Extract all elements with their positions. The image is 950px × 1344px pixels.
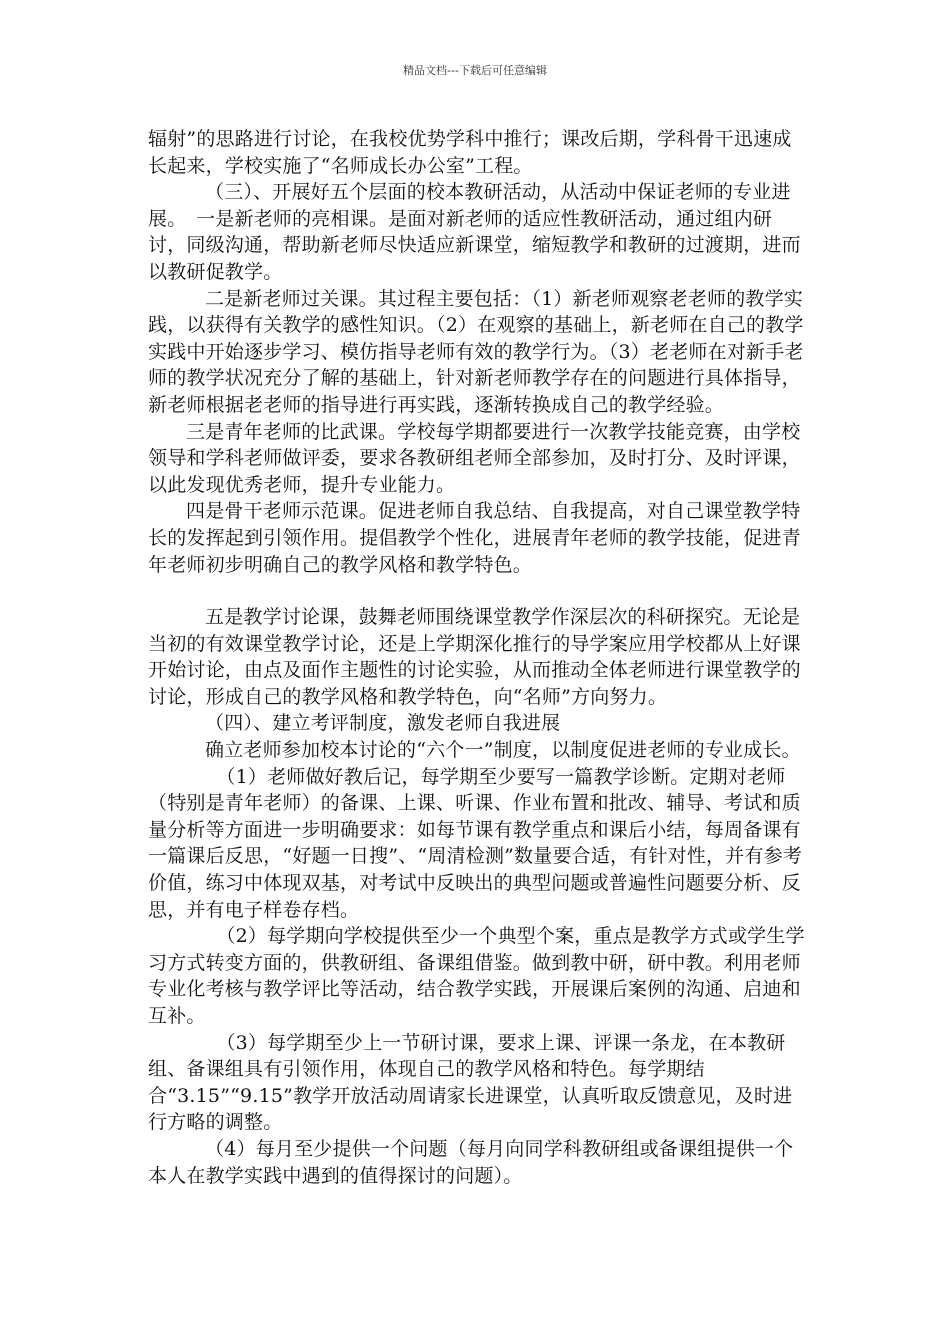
- paragraph-11: （3）每学期至少上一节研讨课，要求上课、评课一条龙，在本教研组、备课组具有引领作用，体现自己的教学风格和特色。每学期结合“3.15”“9.15”教学开放活动周请家长进课堂，认真听取反馈意见，及时进行方略的调整。: [148, 1031, 793, 1134]
- document-body: [148, 126, 810, 1189]
- paragraph-1: 辐射”的思路进行讨论，在我校优势学科中推行；课改后期，学科骨干迅速成长起来，学校实施了“名师成长办公室”工程。: [148, 128, 792, 177]
- paragraph-2: （三）、开展好五个层面的校本教研活动，从活动中保证老师的专业进展。 一是新老师的亮相课。是面对新老师的适应性教研活动，通过组内研讨，同级沟通，帮助新老师尽快适应新课堂，缩短教学和教研的过渡期，进而以教研促教学。: [148, 181, 801, 283]
- paragraph-9: （1）老师做好教后记，每学期至少要写一篇教学诊断。定期对老师（特别是青年老师）的备课、上课、听课、作业布置和批改、辅导、考试和质量分析等方面进一步明确要求：如每节课有教学重点和课后小结，每周备课有一篇课后反思，“好题一日搜”、“周清检测”数量要合适，有针对性，并有参考价值，练习中体现双基，对考试中反映出的典型问题或普遍性问题要分析、反思，并有电子样卷存档。: [148, 765, 803, 921]
- blank-line: [148, 578, 810, 604]
- paragraph-6: 五是教学讨论课，鼓舞老师围绕课堂教学作深层次的科研探究。无论是当初的有效课堂教学讨论，还是上学期深化推行的导学案应用学校都从上好课开始讨论，由点及面作主题性的讨论实验，从而推动全体老师进行课堂教学的讨论，形成自己的教学风格和教学特色，向“名师”方向努力。: [148, 606, 801, 708]
- paragraph-7: （四）、建立考评制度，激发老师自我进展: [205, 712, 561, 735]
- paragraph-3: 二是新老师过关课。其过程主要包括：（1）新老师观察老老师的教学实践，以获得有关教学的感性知识。（2）在观察的基础上，新老师在自己的教学实践中开始逐步学习、模仿指导老师有效的教学行为。（3）老老师在对新手老师的教学状况充分了解的基础上，针对新老师教学存在的问题进行具体指导，新老师根据老老师的指导进行再实践，逐渐转换成自己的教学经验。: [148, 287, 804, 416]
- paragraph-12: （4）每月至少提供一个问题（每月向同学科教研组或备课组提供一个本人在教学实践中遇到的值得探讨的问题）。: [148, 1137, 794, 1187]
- paragraph-4: 三是青年老师的比武课。学校每学期都要进行一次教学技能竞赛，由学校领导和学科老师做评委，要求各教研组老师全部参加，及时打分、及时评课，以此发现优秀老师，提升专业能力。: [148, 420, 801, 496]
- paragraph-8: 确立老师参加校本讨论的“六个一”制度，以制度促进老师的专业成长。: [205, 739, 801, 762]
- paragraph-5: 四是骨干老师示范课。促进老师自我总结、自我提高，对自己课堂教学特长的发挥起到引领作用。提倡教学个性化，进展青年老师的教学技能，促进青年老师初步明确自己的教学风格和教学特色。: [148, 500, 801, 576]
- page-header: 精品文档---下载后可任意编辑: [403, 64, 547, 77]
- paragraph-10: （2）每学期向学校提供至少一个典型个案，重点是教学方式或学生学习方式转变方面的，供教研组、备课组借鉴。做到教中研，研中教。利用老师专业化考核与教学评比等活动，结合教学实践，开展课后案例的沟通、启迪和互补。: [148, 925, 805, 1027]
